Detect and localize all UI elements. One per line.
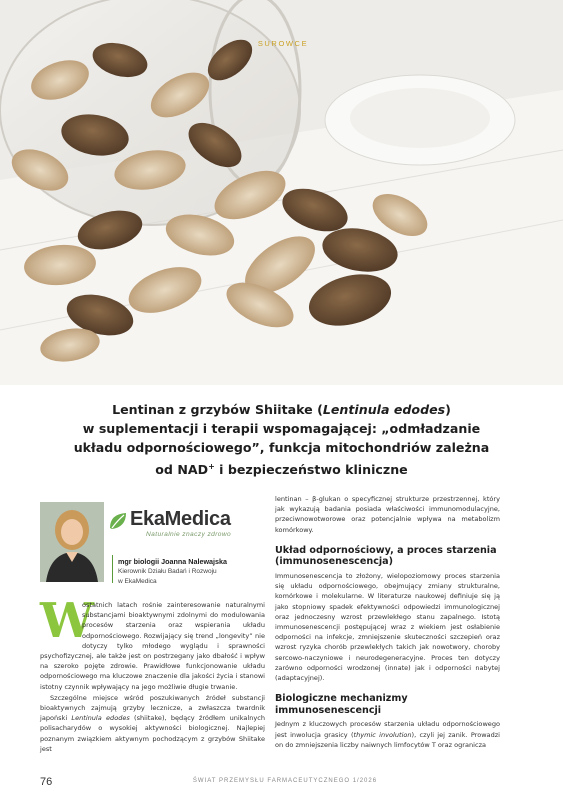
- article-column-left: [40, 593, 265, 754]
- section-label: SUROWCE: [257, 39, 309, 48]
- author-role: [118, 567, 268, 586]
- author-portrait-illustration: [40, 502, 104, 582]
- paragraph-intro: [40, 593, 265, 692]
- page-number: 76: [40, 776, 53, 788]
- article-title: [60, 400, 503, 479]
- paragraph-immunosenescence: Immunosenescencja to złożony, wielopoziomowy proces starzenia się układu odpornościowego, obejmujący zmiany strukturalne, komórkowe i molekularne. W literaturze naukowej definiuje się ją jako stopniowy spadek efektywności odpowiedzi immunologicznej oraz jednoczesny wzrost przewlekłego stanu zapalnego. Istotą immunosenescencji postępującej wraz z wiekiem jest osłabienie odporności na infekcje, zmniejszenie skuteczności szczepień oraz wzrost ryzyka chorób przewlekłych takich jak nowotwory, choroby sercowo-naczyniowe i neurodegeneracyjne. Proces ten dotyczy zarówno odporności wrodzonej (innate) jak i odporności nabytej (adaptacyjnej).: [275, 572, 500, 683]
- paragraph-mechanisms: [275, 719, 500, 750]
- ekamedica-logo: [108, 508, 268, 544]
- paragraph-intro-text: ostatnich latach rośnie zainteresowanie naturalnymi substancjami bioaktywnymi zdolnymi do modulowania procesów starzenia oraz wspierania układu odpornościowego. Rozwijający się trend „longevity” nie dotyczy tylko młodego wyglądu i sprawności psychofizycznej, ale także jest on postrzegany jako dbałość i wpływ na szeroko pojęte zdrowie. Prawidłowe funkcjonowanie układu odpornościowego ma kluczowe znaczenie dla jakości życia i stanowi istotny czynnik wpływający na jego możliwie długie trwanie.: [40, 601, 265, 691]
- hero-photo: [0, 0, 563, 385]
- title-part1: Lentinan z grzybów Shiitake (: [112, 402, 323, 417]
- dropcap: W: [40, 593, 94, 649]
- paragraph-mechanisms-b: ), czyli jej zanik. Prowadzi on do zmniejszenia liczby naiwnych limfocytów T oraz ogranicza: [275, 730, 500, 749]
- brand-tagline: Naturalnie znaczy zdrowo: [146, 531, 232, 538]
- title-line4a: od NAD: [155, 462, 209, 478]
- dried-mushrooms-illustration: [0, 0, 563, 385]
- paragraph-shiitake-b: (shiitake), będący źródłem unikalnych polisacharydów o wysokiej aktywności biologicznej. Najlepiej poznanym związkiem aktywnym pochodzącym z grzybów Shiitake jest: [40, 714, 265, 753]
- paragraph-mechanisms-a: Jednym z kluczowych procesów starzenia układu odpornościowego jest inwolucja grasicy (: [275, 720, 500, 739]
- paragraph-shiitake-a: Szczególne miejsce wśród poszukiwanych źródeł substancji bioaktywnych zajmują grzyby lecznicze, a zwłaszcza twardnik japoński: [40, 693, 265, 723]
- journal-name: ŚWIAT PRZEMYSŁU FARMACEUTYCZNEGO 1/2026: [192, 778, 378, 784]
- article-column-right: [275, 494, 500, 750]
- title-line4-sup: +: [208, 462, 215, 471]
- title-line4b: i bezpieczeństwo kliniczne: [214, 462, 408, 478]
- title-species: Lentinula edodes: [322, 402, 446, 417]
- paragraph-shiitake: [40, 693, 265, 754]
- author-name: mgr biologii Joanna Nalewajska: [118, 557, 228, 566]
- paragraph-shiitake-species: Lentinula edodes: [71, 714, 130, 723]
- title-line3: układu odpornościowego”, funkcja mitochondriów zależna: [73, 440, 490, 455]
- paragraph-lentinan: lentinan – β-glukan o specyficznej strukturze przestrzennej, który jak wykazują badania posiada właściwości immunomodulacyjne, przeciwnowotworowe oraz potencjalnie wpływa na metabolizm komórkowy.: [275, 495, 500, 534]
- leaf-icon: [108, 510, 130, 532]
- paragraph-mechanisms-term: thymic involution: [353, 730, 412, 739]
- heading-mechanisms: Biologiczne mechanizmy immunosenescencji: [275, 693, 408, 716]
- author-role-line1: Kierownik Działu Badań i Rozwoju: [118, 568, 217, 575]
- author-divider: [112, 555, 113, 583]
- title-line2: w suplementacji i terapii wspomagającej: „odmładzanie: [82, 421, 481, 436]
- brand-name: EkaMedica: [130, 508, 231, 530]
- author-role-line2: w EkaMedica: [118, 577, 157, 585]
- title-part2: ): [445, 402, 451, 417]
- author-photo: [40, 502, 104, 582]
- heading-immunosenescence: Układ odpornościowy, a proces starzenia (immunosenescencja): [275, 544, 497, 568]
